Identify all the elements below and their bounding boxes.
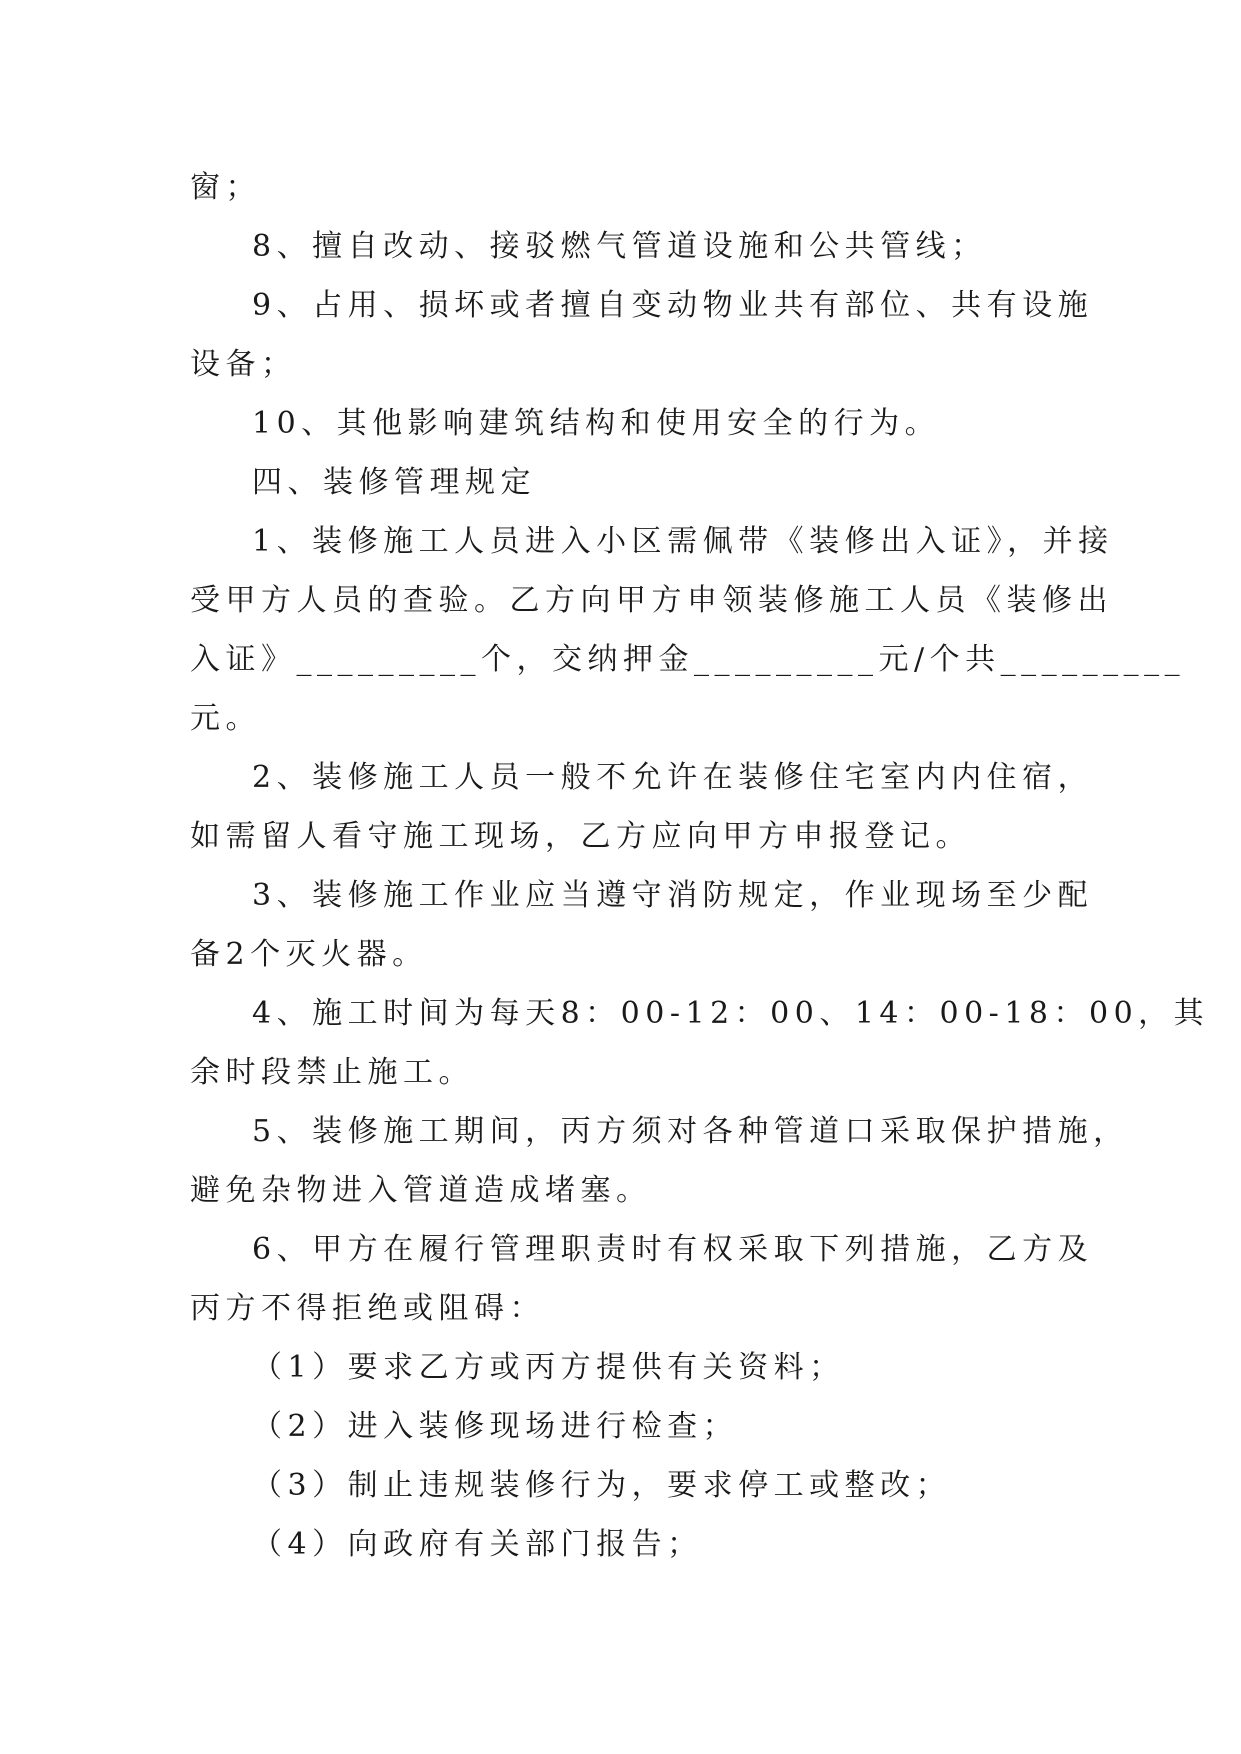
list-item: （4）向政府有关部门报告； [252,1527,703,1562]
text-line: 窗； [190,170,261,205]
text-line: 8、擅自改动、接驳燃气管道设施和公共管线； [252,229,987,264]
text-line: 受甲方人员的查验。乙方向甲方申领装修施工人员《装修出 [190,583,1113,618]
section-heading: 四、装修管理规定 [252,465,536,500]
text-line: 5、装修施工期间，丙方须对各种管道口采取保护措施， [252,1114,1129,1149]
text-line: 设备； [190,347,297,382]
text-line: 入证》_________个，交纳押金_________元/个共_________ [190,642,1186,677]
text-line: 3、装修施工作业应当遵守消防规定，作业现场至少配 [252,878,1094,913]
list-item: （3）制止违规装修行为，要求停工或整改； [252,1468,952,1503]
text-line: 10、其他影响建筑结构和使用安全的行为。 [252,406,941,441]
text-line: 余时段禁止施工。 [190,1055,474,1090]
text-line: 6、甲方在履行管理职责时有权采取下列措施，乙方及 [252,1232,1094,1267]
text-line: 元。 [190,701,261,736]
text-line: 4、施工时间为每天8：00-12：00、14：00-18：00，其 [252,996,1210,1031]
text-line: 1、装修施工人员进入小区需佩带《装修出入证》，并接 [252,524,1114,559]
text-line: 丙方不得拒绝或阻碍： [190,1291,545,1326]
text-line: 2、装修施工人员一般不允许在装修住宅室内内住宿， [252,760,1094,795]
text-line: 备2个灭火器。 [190,937,428,972]
list-item: （2）进入装修现场进行检查； [252,1409,739,1444]
list-item: （1）要求乙方或丙方提供有关资料； [252,1350,845,1385]
text-line: 避免杂物进入管道造成堵塞。 [190,1173,652,1208]
text-line: 如需留人看守施工现场，乙方应向甲方申报登记。 [190,819,971,854]
text-line: 9、占用、损坏或者擅自变动物业共有部位、共有设施 [252,288,1094,323]
